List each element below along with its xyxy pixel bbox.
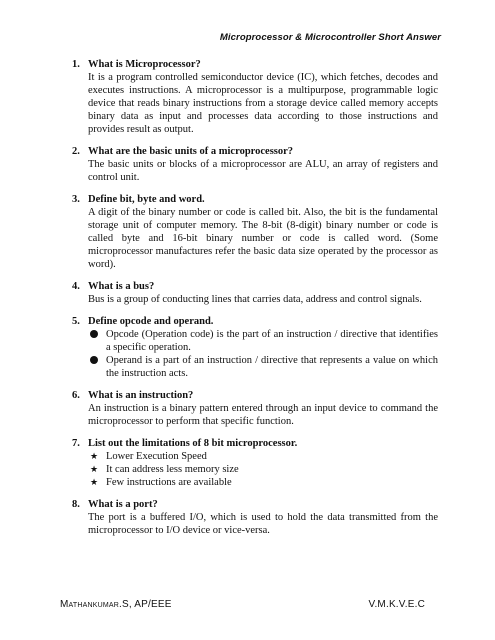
list-item: Operand is a part of an instruction / directive that represents a value on which the instruction acts. bbox=[88, 354, 438, 380]
question-8 bbox=[72, 498, 438, 537]
question-6 bbox=[72, 389, 438, 428]
answer-text: An instruction is a binary pattern entered through an input device to command the microprocessor to perform that specific function. bbox=[88, 403, 438, 427]
star-icon: ★ bbox=[90, 464, 99, 474]
question-title: What is a bus? bbox=[88, 281, 155, 292]
question-number: 2. bbox=[72, 146, 80, 157]
question-3 bbox=[72, 193, 438, 271]
list-item: ★ Few instructions are available bbox=[90, 477, 232, 488]
question-title: Define opcode and operand. bbox=[88, 316, 214, 327]
question-number: 3. bbox=[72, 194, 80, 205]
question-1 bbox=[72, 58, 438, 136]
question-4 bbox=[72, 280, 438, 306]
star-icon: ★ bbox=[90, 477, 99, 487]
question-number: 7. bbox=[72, 438, 80, 449]
question-title: What is a port? bbox=[88, 499, 158, 510]
list-item: Opcode (Operation code) is the part of an instruction / directive that identifies a specific operation. bbox=[88, 328, 438, 354]
institution-label: V.M.K.V.E.C bbox=[368, 599, 425, 610]
author-label: Mathankumar.S, AP/EEE bbox=[60, 599, 172, 610]
question-title: List out the limitations of 8 bit microprocessor. bbox=[88, 438, 298, 449]
answer-text: Bus is a group of conducting lines that carries data, address and control signals. bbox=[88, 294, 422, 305]
qa-content bbox=[72, 58, 438, 546]
list-item: ★ Lower Execution Speed bbox=[90, 451, 207, 462]
bullet-dot-icon bbox=[90, 356, 98, 364]
question-number: 6. bbox=[72, 390, 80, 401]
question-2 bbox=[72, 145, 438, 184]
question-title: What is an instruction? bbox=[88, 390, 194, 401]
question-title: What is Microprocessor? bbox=[88, 59, 201, 70]
question-title: What are the basic units of a microprocessor? bbox=[88, 146, 294, 157]
answer-text: The basic units or blocks of a microprocessor are ALU, an array of registers and control unit. bbox=[88, 159, 438, 183]
question-title: Define bit, byte and word. bbox=[88, 194, 205, 205]
question-7 bbox=[72, 437, 438, 489]
list-item: ★ It can address less memory size bbox=[90, 464, 239, 475]
question-5 bbox=[72, 315, 438, 380]
star-icon: ★ bbox=[90, 451, 99, 461]
answer-text: The port is a buffered I/O, which is used to hold the data transmitted from the microprocessor to I/O device or vice-versa. bbox=[88, 512, 438, 536]
question-number: 4. bbox=[72, 281, 80, 292]
bullet-dot-icon bbox=[90, 330, 98, 338]
question-number: 5. bbox=[72, 316, 80, 327]
answer-list bbox=[88, 450, 438, 489]
answer-text: It is a program controlled semiconductor device (IC), which fetches, decodes and executes instructions. A microprocessor is a multipurpose, programmable logic device that reads binary instructions from a storage device called memory accepts binary data as input and processes data according to those instructions and provides result as output. bbox=[88, 72, 438, 135]
question-number: 1. bbox=[72, 59, 80, 70]
answer-list bbox=[88, 328, 438, 380]
page-footer bbox=[60, 599, 425, 610]
question-number: 8. bbox=[72, 499, 80, 510]
page-header: Microprocessor & Microcontroller Short Answer bbox=[219, 32, 441, 43]
answer-text: A digit of the binary number or code is called bit. Also, the bit is the fundamental storage unit of computer memory. The 8-bit (8-digit) binary number or code is called byte and 16-bit binary number or code is called word. (Some microprocessor manufactures refer the basic data size operated by the processor as word). bbox=[88, 207, 438, 270]
